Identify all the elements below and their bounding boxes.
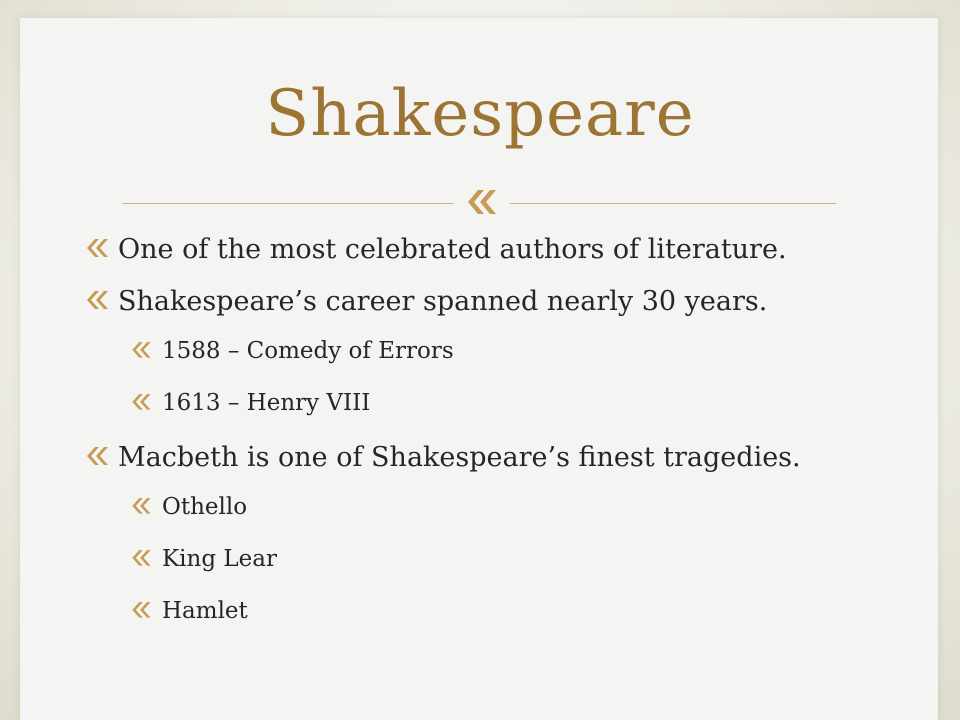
- sub-bullet-item: [82, 336, 842, 366]
- bullet-item: [82, 440, 842, 476]
- ornamental-bullet-icon: [128, 596, 154, 630]
- sub-bullet-item: [82, 596, 842, 626]
- ornament-divider-icon: [454, 176, 510, 220]
- ornamental-bullet-icon: [82, 232, 112, 272]
- ornamental-bullet-icon: [128, 388, 154, 422]
- bullet-item: [82, 232, 842, 268]
- bullet-text: Shakespeare’s career spanned nearly 30 years.: [118, 286, 768, 317]
- sub-bullet-text: King Lear: [162, 546, 277, 572]
- ornamental-bullet-icon: [82, 440, 112, 480]
- ornamental-bullet-icon: [128, 544, 154, 578]
- slide-title: Shakespeare: [265, 77, 695, 151]
- sub-bullet-text: Othello: [162, 494, 248, 520]
- ornamental-bullet-icon: [128, 492, 154, 526]
- sub-bullet-text: Hamlet: [162, 598, 248, 624]
- ornamental-bullet-icon: [82, 284, 112, 324]
- sub-bullet-item: [82, 492, 842, 522]
- sub-bullet-item: [82, 388, 842, 418]
- sub-bullet-item: [82, 544, 842, 574]
- sub-bullet-text: 1613 – Henry VIII: [162, 390, 371, 416]
- divider-ornament-bg: [454, 176, 510, 220]
- bullet-text: One of the most celebrated authors of literature.: [118, 234, 787, 265]
- bullet-list: [82, 232, 842, 648]
- ornamental-bullet-icon: [128, 336, 154, 370]
- bullet-item: [82, 284, 842, 320]
- sub-bullet-text: 1588 – Comedy of Errors: [162, 338, 454, 364]
- bullet-text: Macbeth is one of Shakespeare’s finest tragedies.: [118, 442, 801, 473]
